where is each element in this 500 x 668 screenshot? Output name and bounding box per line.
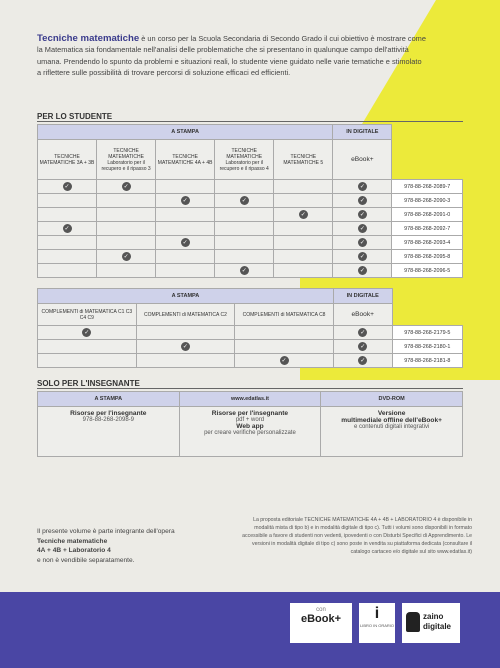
teacher-item: Risorse per l'insegnante [211, 410, 289, 417]
table-row [38, 250, 463, 264]
logo-text: zaino [423, 612, 444, 621]
col-header: COMPLEMENTI di MATEMATICA C1 C3 C4 C9 [38, 304, 137, 326]
editorial-note: La proposta editoriale TECNICHE MATEMATICHE 4A + 4B + LABORATORIO 4 è disponibile in modalità mista di tipo b) e in modalità digitale di tipo c). Tutti i volumi sono disponibili in formato accessibile a favore di studenti non vedenti, ipovedenti o con Disturbi Specifici di Apprendimento. Le versioni in modalità digitale di tipo c) sono poste in vendita su piattaforma dedicata (consultare il catalogo cartaceo e/o digitale sul sito www.edatlas.it) [242, 517, 472, 555]
table-row [38, 222, 463, 236]
backpack-icon [406, 612, 420, 632]
check-icon: ✓ [84, 329, 90, 336]
check-icon: ✓ [360, 329, 366, 336]
table-row [38, 264, 463, 278]
isbn: 978-88-268-2089-7 [392, 180, 463, 194]
table-row [38, 208, 463, 222]
col-header: TECNICHE MATEMATICHE 4A + 4B [156, 140, 215, 180]
complements-table [37, 288, 463, 368]
ebook-logo [290, 603, 352, 643]
student-section-title: PER LO STUDENTE [37, 112, 113, 121]
stampa-header: A STAMPA [38, 125, 333, 140]
teacher-format: pdf + word [235, 417, 265, 423]
logo-text: eBook+ [300, 613, 342, 625]
check-icon: ✓ [359, 225, 365, 232]
isbn: 978-88-268-2179-5 [392, 326, 462, 340]
check-icon: ✓ [359, 253, 365, 260]
check-icon: ✓ [359, 239, 365, 246]
logo-text: LIBRO IN ORARIO [359, 623, 394, 628]
check-icon: ✓ [182, 343, 188, 350]
check-icon: ✓ [281, 357, 287, 364]
col-header: TECNICHE MATEMATICHE Laboratorio per il recupero e il ripasso 4 [215, 140, 274, 180]
table-row [38, 180, 463, 194]
isbn: 978-88-268-2090-3 [392, 194, 463, 208]
isbn: 978-88-268-2180-1 [392, 340, 462, 354]
brand-name: Tecniche matematiche [37, 33, 140, 44]
check-icon: ✓ [359, 183, 365, 190]
col-header: TECNICHE MATEMATICHE 5 [274, 140, 333, 180]
isbn: 978-88-268-2095-8 [392, 250, 463, 264]
libro-orario-logo [359, 603, 395, 643]
teacher-item: Risorse per l'insegnante [70, 410, 147, 417]
check-icon: ✓ [360, 343, 366, 350]
info-icon: i [374, 605, 380, 622]
isbn: 978-88-268-2093-4 [392, 236, 463, 250]
check-icon: ✓ [123, 183, 129, 190]
check-icon: ✓ [123, 253, 129, 260]
student-table [37, 124, 463, 278]
check-icon: ✓ [241, 197, 247, 204]
col-header: TECNICHE MATEMATICHE Laboratorio per il recupero e il ripasso 3 [97, 140, 156, 180]
table-row [38, 236, 463, 250]
teacher-isbn: 978-88-268-2098-9 [82, 417, 134, 423]
note-line: Il presente volume è parte integrante dell'opera [37, 528, 175, 535]
logo-text: digitale [423, 622, 452, 631]
teacher-item: Versione [377, 410, 406, 417]
teacher-header: www.edatlas.it [179, 392, 321, 407]
logo-text: con [316, 607, 326, 613]
check-icon: ✓ [359, 197, 365, 204]
teacher-desc: e contenuti digitali integrativi [353, 424, 430, 430]
check-icon: ✓ [64, 225, 70, 232]
teacher-header: DVD-ROM [321, 392, 463, 407]
isbn: 978-88-268-2091-0 [392, 208, 463, 222]
divider [37, 121, 463, 122]
teacher-item: multimediale offline dell'eBook+ [341, 417, 442, 424]
isbn: 978-88-268-2092-7 [392, 222, 463, 236]
ebook-col-header: eBook+ [333, 304, 392, 326]
check-icon: ✓ [64, 183, 70, 190]
check-icon: ✓ [360, 357, 366, 364]
table-row [38, 326, 463, 340]
table-row [38, 194, 463, 208]
isbn: 978-88-268-2181-8 [392, 354, 462, 368]
intro-text: è un corso per la Scuola Secondaria di Secondo Grado il cui obiettivo è mostrare come la Matematica sia fondamentale nell'analisi delle problematiche che si presentano in qualunque campo dell'attività umana. Prendendo lo spunto da problemi e situazioni reali, lo studente viene guidato nelle varie tematiche e stimolato a riflettere sulle possibilità di trovare percorsi di soluzione efficaci ed efficienti. [37, 34, 426, 78]
integrity-note [37, 527, 247, 565]
table-row [38, 340, 463, 354]
check-icon: ✓ [182, 239, 188, 246]
teacher-section-title: SOLO PER L'INSEGNANTE [37, 379, 140, 388]
check-icon: ✓ [359, 267, 365, 274]
note-line: 4A + 4B + Laboratorio 4 [37, 547, 111, 555]
teacher-table [37, 391, 463, 457]
isbn: 978-88-268-2096-5 [392, 264, 463, 278]
table-row [38, 354, 463, 368]
col-header: TECNICHE MATEMATICHE 3A + 3B [38, 140, 97, 180]
intro-paragraph [37, 33, 427, 79]
col-header: COMPLEMENTI di MATEMATICA C8 [235, 304, 334, 326]
teacher-item: Web app [236, 423, 264, 430]
note-line: e non è vendibile separatamente. [37, 556, 135, 564]
digitale-header: IN DIGITALE [333, 125, 392, 140]
divider [37, 388, 463, 389]
note-line: Tecniche matematiche [37, 537, 108, 545]
digitale-header: IN DIGITALE [333, 289, 392, 304]
check-icon: ✓ [241, 267, 247, 274]
teacher-desc: per creare verifiche personalizzate [204, 430, 296, 436]
stampa-header: A STAMPA [38, 289, 334, 304]
col-header: COMPLEMENTI di MATEMATICA C2 [136, 304, 235, 326]
ebook-col-header: eBook+ [333, 140, 392, 180]
teacher-header: A STAMPA [38, 392, 180, 407]
zaino-digitale-logo [402, 603, 460, 643]
check-icon: ✓ [182, 197, 188, 204]
check-icon: ✓ [359, 211, 365, 218]
check-icon: ✓ [300, 211, 306, 218]
